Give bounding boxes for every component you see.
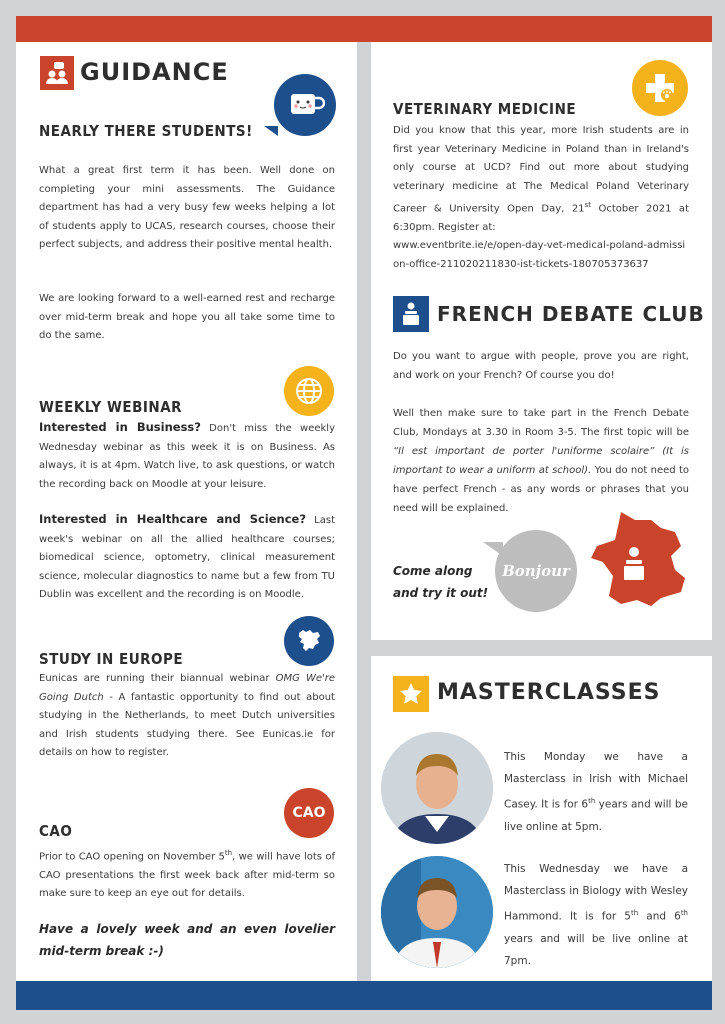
french-title: FRENCH DEBATE CLUB xyxy=(437,302,705,326)
french-cta-line-1: Come along xyxy=(393,564,473,578)
wesley-hammond-photo xyxy=(381,856,493,968)
cao-text-a: Prior to CAO opening on November 5 xyxy=(39,851,225,863)
webinar-p1: Don't miss the weekly Wednesday webinar as this week it is on Business. As always, it is at 4pm. Watch live, to ask questions, or watch the recording back on Moodle at your leisure. xyxy=(39,423,335,490)
masterclass-1-text xyxy=(504,746,688,838)
m2-sup-2: th xyxy=(680,909,688,917)
cao-text-b: , we will have lots of CAO presentations the first week back after mid-term so make sure to keep an eye out for details. xyxy=(39,851,335,900)
globe-icon xyxy=(284,366,334,416)
cao-closing: Have a lovely week and an even lovelier mid-term break :-) xyxy=(39,922,335,958)
french-text-b: You do not need to have perfect French - as any words or phrases that you need will be explained. xyxy=(393,465,689,514)
french-paragraph-2 xyxy=(393,404,689,518)
webinar-title: WEEKLY WEBINAR xyxy=(39,398,183,416)
people-chat-icon xyxy=(40,56,74,90)
vet-text-a: Did you know that this year, more Irish students are in first year Veterinary Medicine in Poland than in Ireland's only course at UCD? Find out more about studying veterinary medicine at The Medical Poland Veterinary Career & University Open Day, 21 xyxy=(393,125,689,215)
vet-title: VETERINARY MEDICINE xyxy=(393,100,577,118)
french-cta-line-2: and try it out! xyxy=(393,586,489,600)
guidance-paragraph-1: What a great first term it has been. Well done on completing your mini assessments. The Guidance department has had a very busy few weeks helping a lot of students apply to UCAS, research courses, choose their perfect subjects, and address their positive mental health. xyxy=(39,165,335,250)
guidance-paragraph-2: We are looking forward to a well-earned rest and recharge over mid-term break and hope you all take some time to do the same. xyxy=(39,293,335,341)
french-text-a: Well then make sure to take part in the French Debate Club, Mondays at 3.30 in Room 3-5. The first topic will be xyxy=(393,408,689,438)
cao-sup: th xyxy=(224,849,233,857)
webinar-q1: Interested in Business? xyxy=(39,420,201,434)
m1-sup: th xyxy=(588,797,596,805)
cao-title: CAO xyxy=(39,822,73,840)
m1-text-a: This Monday we have a Masterclass in Irish with Michael Casey. It is for 6 xyxy=(504,751,688,811)
cao-paragraph xyxy=(39,844,335,904)
mug-speech-icon xyxy=(274,74,336,136)
europe-map-icon xyxy=(284,616,334,666)
star-icon xyxy=(393,676,429,712)
vet-sup: st xyxy=(584,201,591,209)
vet-text-b: October 2021 at 6:30pm. Register at: xyxy=(393,203,689,233)
europe-text-b: - A fantastic opportunity to find out about studying in the Netherlands, to meet Dutch universities and Irish students studying there. See Eunicas.ie for details on how to register. xyxy=(39,691,335,758)
webinar-paragraph-2 xyxy=(39,510,335,605)
right-top-column xyxy=(371,42,712,640)
cao-badge-text: CAO xyxy=(292,805,326,821)
bottom-banner xyxy=(16,981,712,1010)
speech-tail xyxy=(264,126,278,136)
right-bottom-column xyxy=(371,656,712,981)
masterclass-2-text xyxy=(504,858,688,972)
m2-sup-1: th xyxy=(630,909,639,917)
masterclasses-title: MASTERCLASSES xyxy=(437,680,661,705)
bubble-text: Bonjour xyxy=(502,562,570,580)
bonjour-bubble xyxy=(495,530,577,612)
cao-badge-icon xyxy=(284,788,334,838)
m2-text-a: This Wednesday we have a Masterclass in Biology with Wesley Hammond. It is for 5 xyxy=(504,863,688,923)
europe-webinar-name: OMG We're Going Dutch xyxy=(39,673,335,703)
guidance-subtitle: NEARLY THERE STUDENTS! xyxy=(39,122,253,140)
webinar-q2: Interested in Healthcare and Science? xyxy=(39,512,307,526)
europe-paragraph xyxy=(39,670,335,763)
m2-text-mid: and 6 xyxy=(638,910,681,923)
french-paragraph-1: Do you want to argue with people, prove you are right, and work on your French? Of course you do! xyxy=(393,351,689,381)
michael-casey-photo xyxy=(381,732,493,844)
podium-icon xyxy=(393,296,429,332)
top-banner xyxy=(16,16,712,42)
french-topic: “Il est important de porter l'uniforme scolaire” (It is important to wear a uniform at school). xyxy=(393,446,689,476)
vet-paragraph xyxy=(393,122,689,274)
m2-text-b: years and will be live online at 7pm. xyxy=(504,932,688,967)
europe-title: STUDY IN EUROPE xyxy=(39,650,184,668)
guidance-title: GUIDANCE xyxy=(80,58,229,86)
webinar-paragraph-1 xyxy=(39,418,335,494)
webinar-p2: Last week's webinar on all the allied healthcare courses; biomedical science, optometry, clinical measurement science, molecular diagnostics to name but a few from TU Dublin was excellent and the recording is on Moodle. xyxy=(39,515,335,600)
m1-text-b: years and will be live online at 5pm. xyxy=(504,798,689,833)
left-column xyxy=(16,42,357,981)
europe-text-a: Eunicas are running their biannual webinar xyxy=(39,673,276,684)
france-map-icon xyxy=(581,508,687,614)
vet-cross-icon xyxy=(632,60,688,116)
bubble-tail xyxy=(483,542,503,556)
vet-register-link[interactable]: www.eventbrite.ie/e/open-day-vet-medical-poland-admission-office-211020211830-ist-tickets-180705373637 xyxy=(393,240,686,270)
